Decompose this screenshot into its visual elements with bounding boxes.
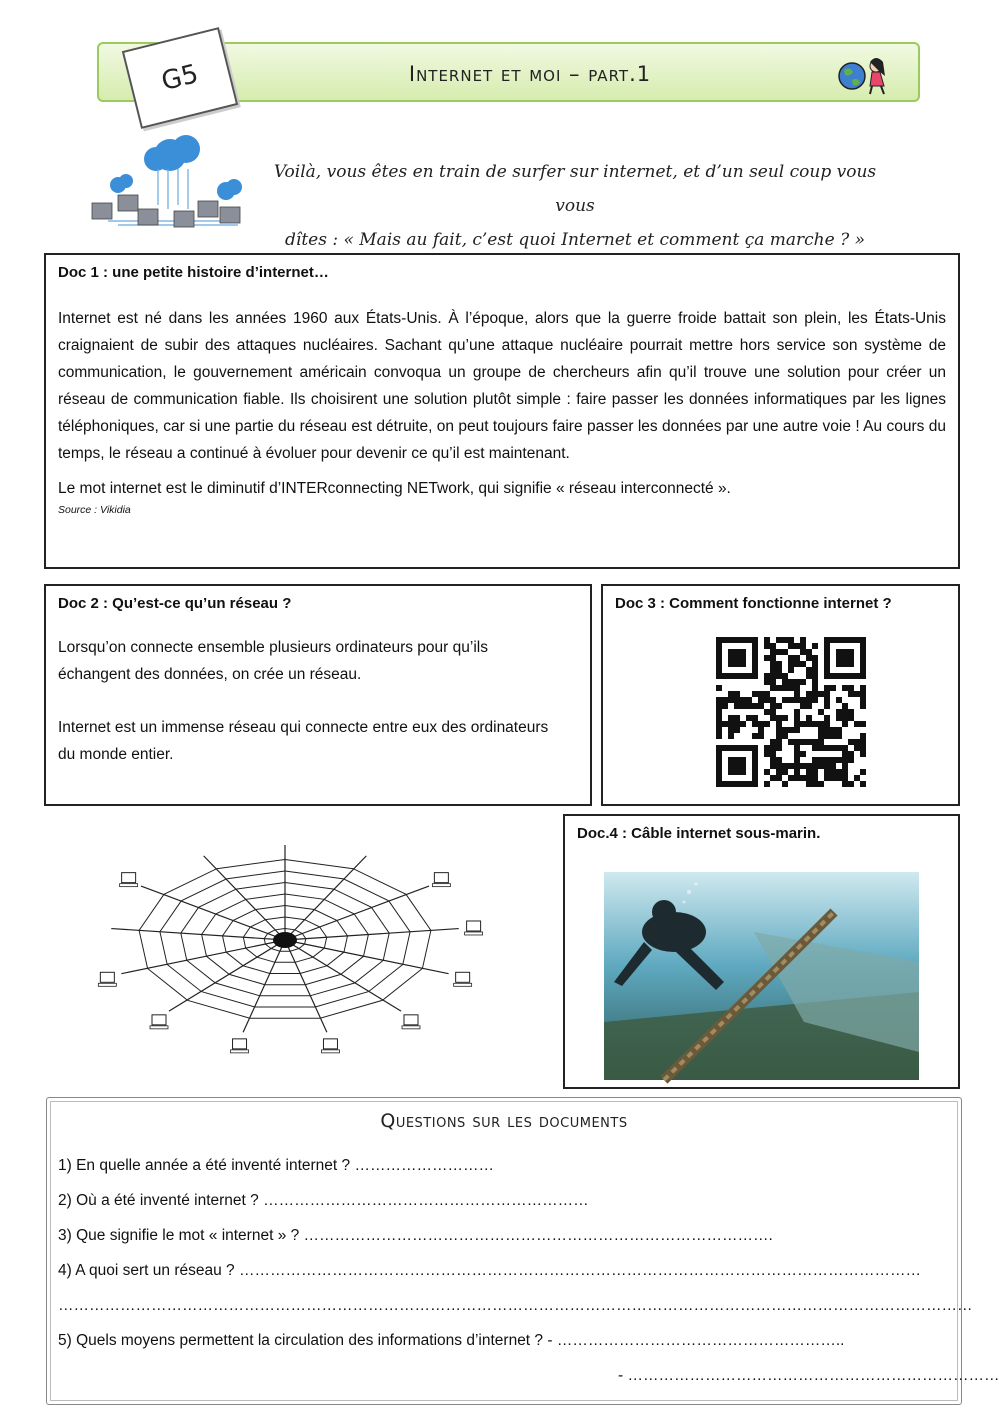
doc2-paragraph-1: Lorsqu’on connecte ensemble plusieurs ordinateurs pour qu’ils échangent des données, on crée un réseau. <box>58 639 488 683</box>
cloud-network-illustration <box>78 125 250 237</box>
level-tag-label: G5 <box>158 59 202 97</box>
doc3-title: Doc 3 : Comment fonctionne internet ? <box>615 595 892 612</box>
doc2-paragraph-2: Internet est un immense réseau qui connecte entre eux des ordinateurs du monde entier. <box>58 719 549 763</box>
doc2-box <box>44 584 592 806</box>
question-5: 5) Quels moyens permettent la circulation des informations d’internet ? - ……………………………………………….. <box>58 1332 845 1349</box>
intro-line-2: dîtes : « Mais au fait, c’est quoi Internet et comment ça marche ? » <box>285 230 865 250</box>
spider-web-illustration <box>95 840 490 1075</box>
question-3: 3) Que signifie le mot « internet » ? ………………………………………………………………………………. <box>58 1227 773 1244</box>
intro-text <box>255 155 895 257</box>
doc1-paragraph: Internet est né dans les années 1960 aux États-Unis. À l’époque, alors que la guerre froide battait son plein, les États-Unis craignaient de subir des attaques nucléaires. Sachant qu’une attaque nucléaire pourrait mettre hors service son système de communication, le gouvernement américain convoqua un groupe de chercheurs afin qu’il trouve une solution pour créer un réseau de communication fiable. Ils choisirent une solution plutôt simple : faire passer les données informatiques par les lignes téléphoniques, car si une partie du réseau est détruite, on peut toujours faire passer les données par une autre voie ! Au cours du temps, le réseau a continué à évoluer pour devenir ce qu’il est maintenant. <box>58 310 946 462</box>
doc1-source: Source : Vikidia <box>58 504 131 516</box>
doc1-box <box>44 253 960 569</box>
qr-code[interactable] <box>716 637 866 787</box>
question-1: 1) En quelle année a été inventé internet ? ……………………… <box>58 1157 494 1174</box>
page-title: Internet et moi – part.1 <box>408 62 652 86</box>
questions-box <box>46 1097 999 1405</box>
question-4-answer-line: …………………………………………………………………………………………………………………………………………………………… <box>58 1297 973 1314</box>
question-4: 4) A quoi sert un réseau ? …………………………………………………………………………………………………………………… <box>58 1262 921 1279</box>
intro-line-1: Voilà, vous êtes en train de surfer sur internet, et d’un seul coup vous vous <box>273 162 877 216</box>
doc4-title: Doc.4 : Câble internet sous-marin. <box>577 825 821 842</box>
doc2-title: Doc 2 : Qu’est-ce qu’un réseau ? <box>58 595 292 612</box>
globe-girl-logo <box>836 52 900 96</box>
doc1-closing: Le mot internet est le diminutif d’INTERconnecting NETwork, qui signifie « réseau interconnecté ». <box>58 480 731 497</box>
submarine-cable-photo <box>604 872 919 1080</box>
question-2: 2) Où a été inventé internet ? ……………………………………………………… <box>58 1192 589 1209</box>
question-5-answer-line: - ……………………………………………………………… <box>618 1367 999 1384</box>
doc1-title: Doc 1 : une petite histoire d’internet… <box>58 264 329 281</box>
questions-title: Questions sur les documents <box>380 1110 628 1132</box>
